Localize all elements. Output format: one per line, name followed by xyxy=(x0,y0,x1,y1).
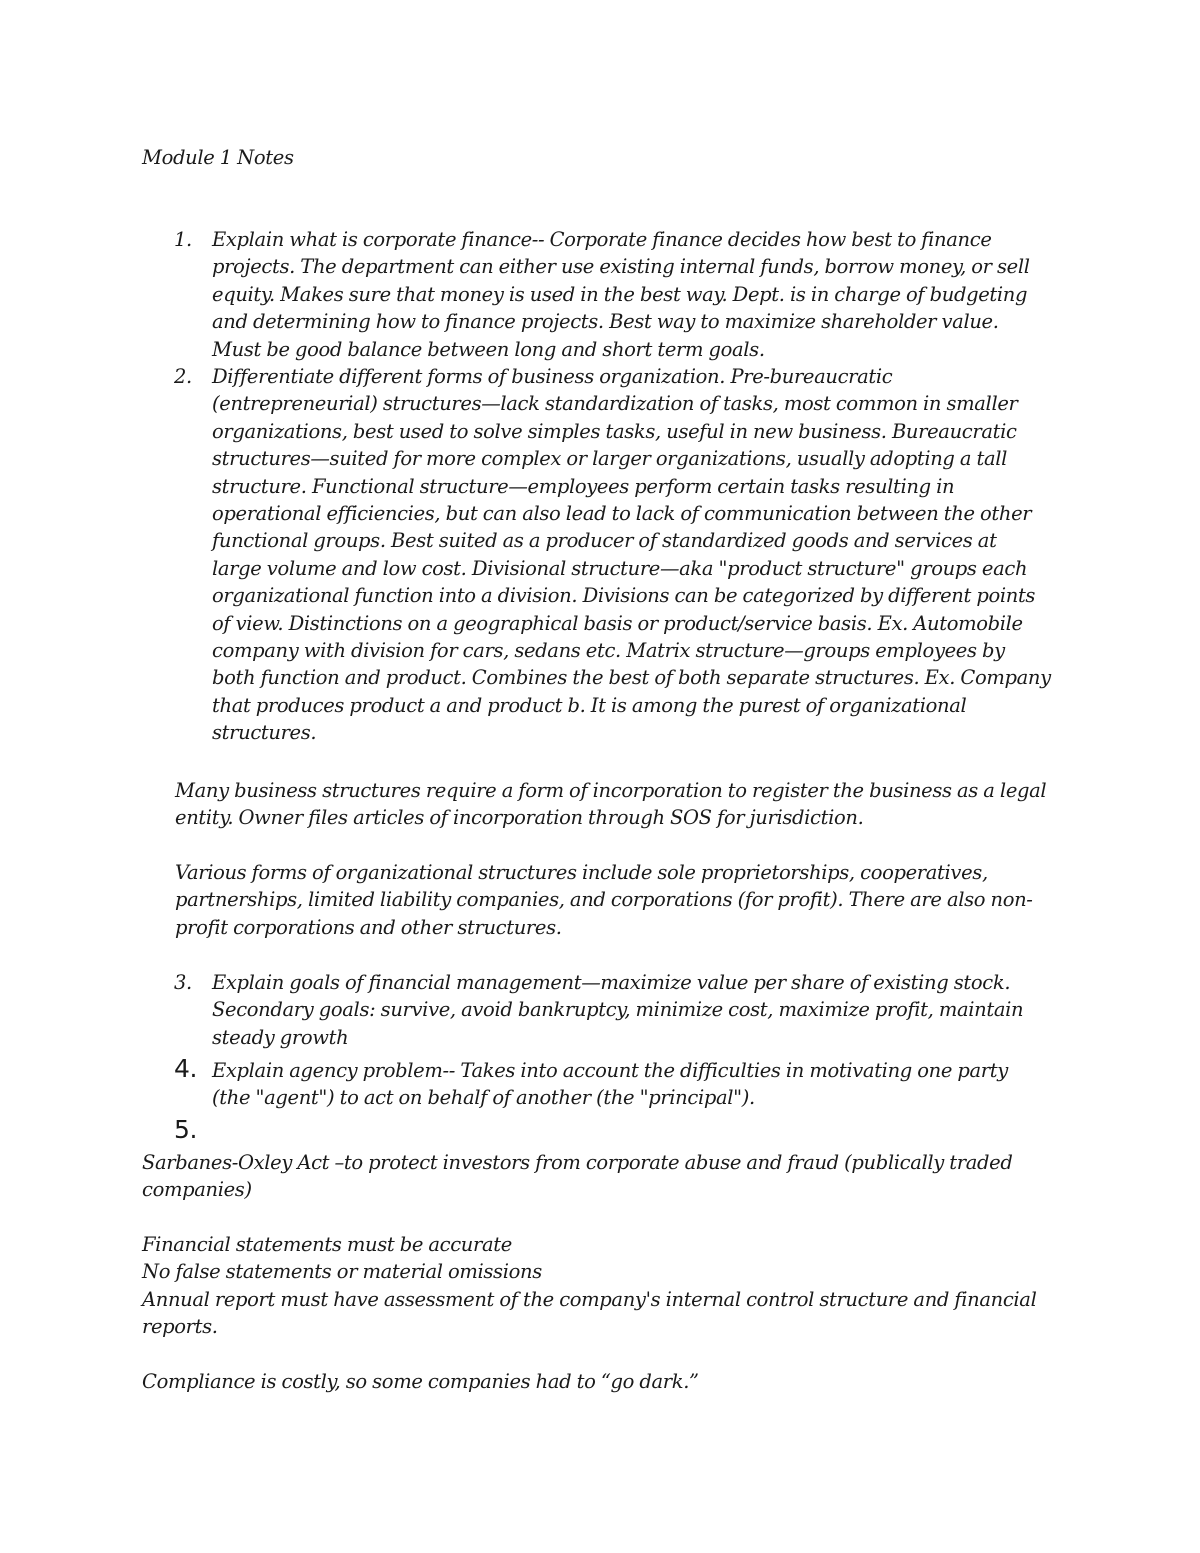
document-title: Module 1 Notes xyxy=(142,146,294,169)
list-item-number: 1. xyxy=(174,228,192,251)
text-line: organizations, best used to solve simples tasks, useful in new business. Bureaucratic xyxy=(212,419,1017,443)
text-line: entity. Owner files articles of incorporation through SOS for jurisdiction. xyxy=(175,806,864,830)
text-line: Sarbanes-Oxley Act –to protect investors from corporate abuse and fraud (publically traded xyxy=(142,1151,1013,1174)
text-line: profit corporations and other structures. xyxy=(175,915,562,939)
sox-paragraph xyxy=(142,1149,1013,1204)
text-line: Annual report must have assessment of the company's internal control structure and financial xyxy=(142,1287,1037,1311)
list-item-text xyxy=(212,1057,1082,1112)
text-line: operational efficiencies, but can also lead to lack of communication between the other xyxy=(212,502,1032,526)
list-item-number: 4. xyxy=(174,1054,198,1083)
text-line: Explain goals of financial management—maximize value per share of existing stock. xyxy=(212,971,1011,994)
text-line: both function and product. Combines the best of both separate structures. Ex. Company xyxy=(212,666,1051,690)
list-item-number: 2. xyxy=(174,365,192,388)
text-line: reports. xyxy=(142,1315,218,1339)
list-item-text xyxy=(212,969,1082,1051)
text-line: that produces product a and product b. It is among the purest of organizational xyxy=(212,693,967,717)
text-line: partnerships, limited liability companies, and corporations (for profit). There are also non- xyxy=(175,888,1033,912)
text-line: companies) xyxy=(142,1178,252,1202)
text-line: steady growth xyxy=(212,1025,349,1049)
text-line: Many business structures require a form of incorporation to register the business as a legal xyxy=(175,779,1047,802)
incorporation-paragraph xyxy=(175,777,1046,832)
list-item-text xyxy=(212,226,1082,363)
text-line: Secondary goals: survive, avoid bankruptcy, minimize cost, maximize profit, maintain xyxy=(212,998,1024,1022)
text-line: Must be good balance between long and short term goals. xyxy=(212,337,765,361)
list-item-text xyxy=(212,363,1082,747)
text-line: Differentiate different forms of business organization. Pre-bureaucratic xyxy=(212,365,893,388)
text-line: of view. Distinctions on a geographical basis or product/service basis. Ex. Automobile xyxy=(212,611,1023,635)
text-line: structures. xyxy=(212,721,317,745)
list-item-number: 3. xyxy=(174,971,192,994)
requirements-paragraph xyxy=(142,1231,1036,1341)
text-line: (entrepreneurial) structures—lack standardization of tasks, most common in smaller xyxy=(212,392,1018,416)
text-line: and determining how to finance projects. Best way to maximize shareholder value. xyxy=(212,310,999,334)
text-line: structure. Functional structure—employees perform certain tasks resulting in xyxy=(212,474,955,498)
text-line: Various forms of organizational structures include sole proprietorships, cooperatives, xyxy=(175,861,988,884)
org-structures-paragraph xyxy=(175,859,1033,941)
text-line: (the "agent") to act on behalf of another (the "principal"). xyxy=(212,1086,755,1110)
text-line: Explain agency problem-- Takes into account the difficulties in motivating one party xyxy=(212,1059,1008,1082)
list-item-number: 5. xyxy=(174,1115,198,1144)
text-line: structures—suited for more complex or larger organizations, usually adopting a tall xyxy=(212,447,1008,471)
text-line: projects. The department can either use existing internal funds, borrow money, or sell xyxy=(212,255,1030,279)
text-line: functional groups. Best suited as a producer of standardized goods and services at xyxy=(212,529,997,553)
text-line: Explain what is corporate finance-- Corporate finance decides how best to finance xyxy=(212,228,992,251)
text-line: No false statements or material omissions xyxy=(142,1260,542,1284)
text-line: Compliance is costly, so some companies had to “go dark.” xyxy=(142,1370,699,1393)
text-line: equity. Makes sure that money is used in the best way. Dept. is in charge of budgeting xyxy=(212,282,1028,306)
text-line: Financial statements must be accurate xyxy=(142,1233,512,1256)
compliance-paragraph xyxy=(142,1368,699,1395)
text-line: organizational function into a division. Divisions can be categorized by different points xyxy=(212,584,1036,608)
text-line: company with division for cars, sedans etc. Matrix structure—groups employees by xyxy=(212,639,1005,663)
text-line: large volume and low cost. Divisional structure—aka "product structure" groups each xyxy=(212,556,1028,580)
